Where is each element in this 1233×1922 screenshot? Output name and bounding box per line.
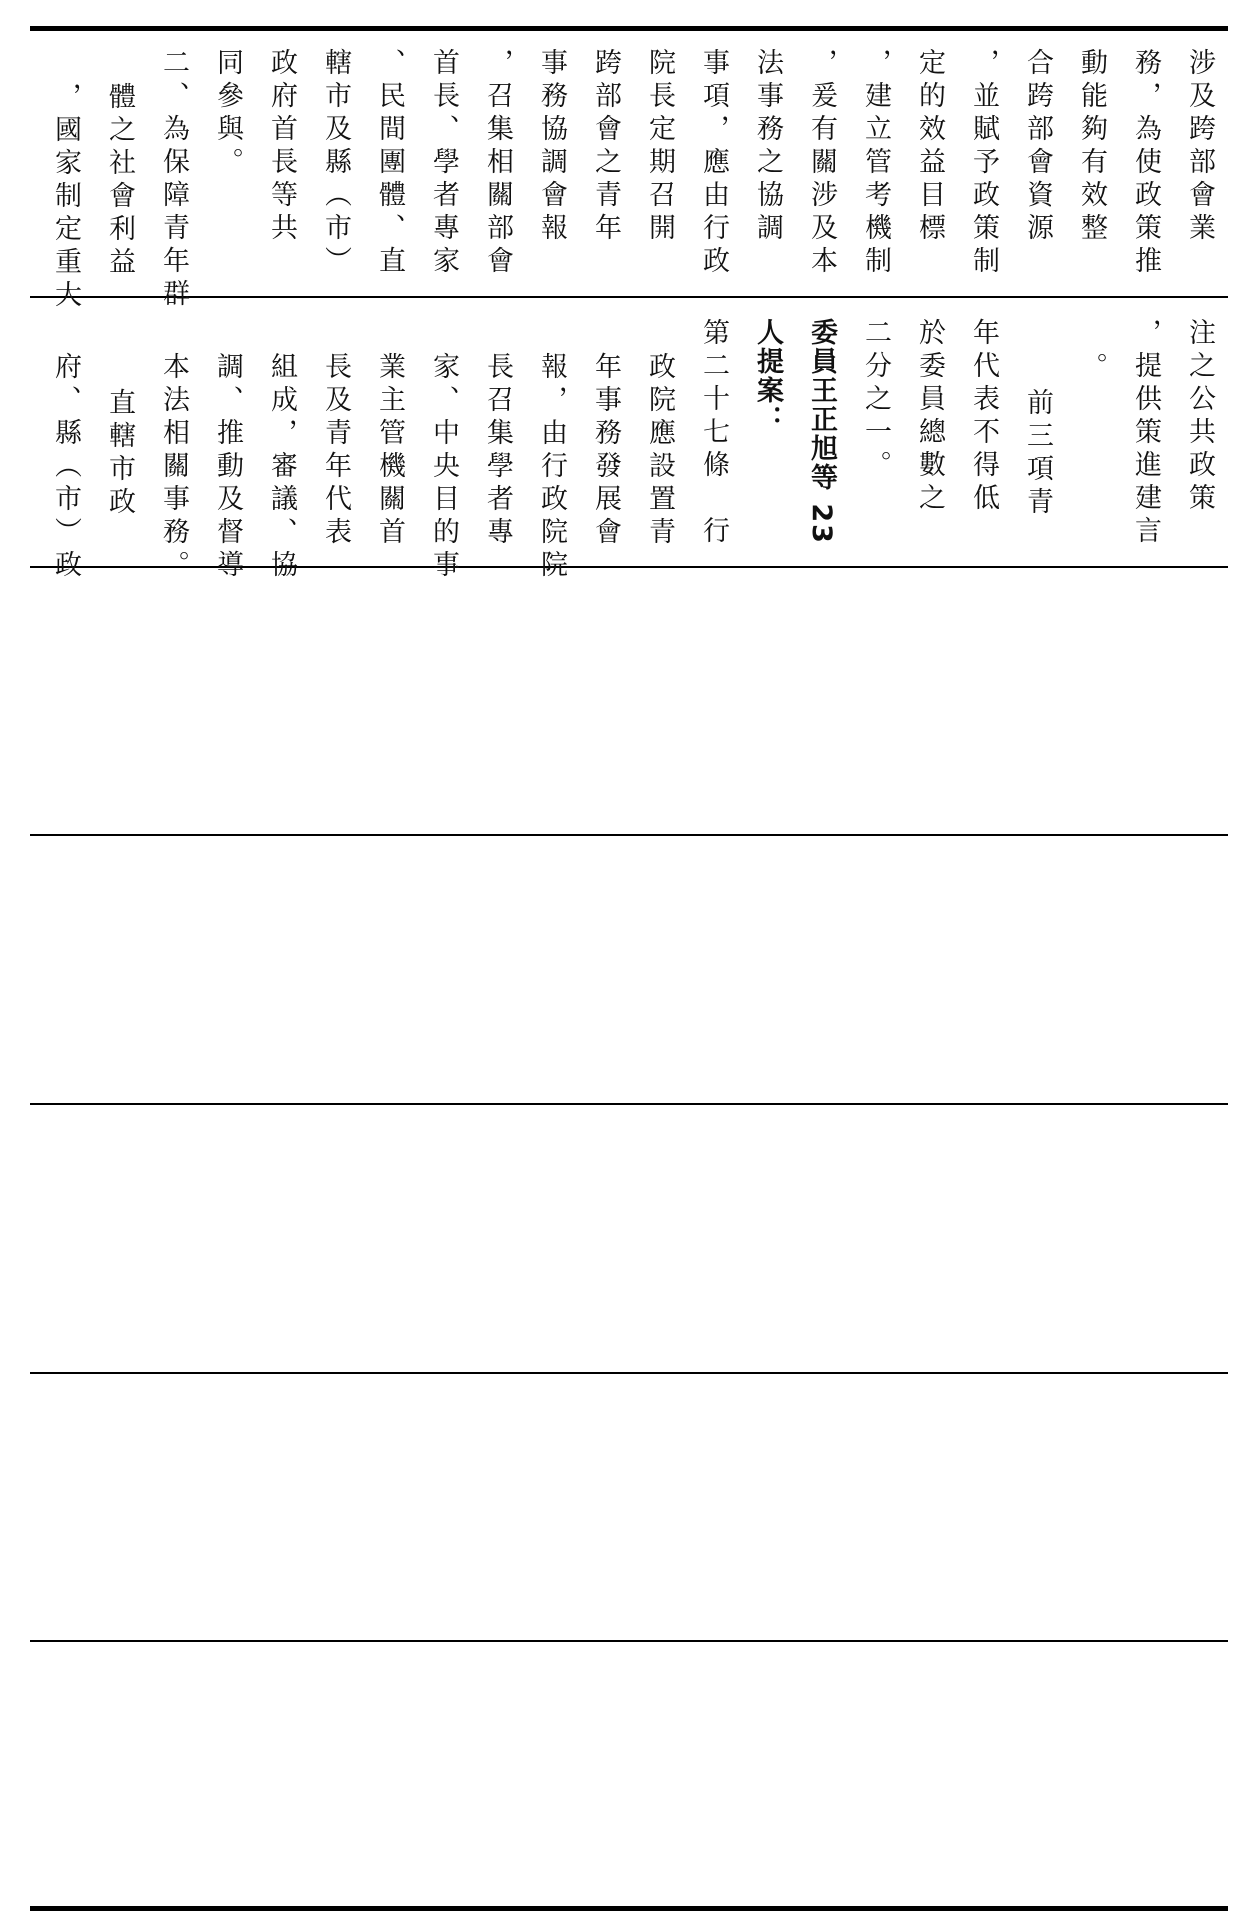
text-column: 長召集學者專 xyxy=(482,352,513,550)
empty-row xyxy=(30,1105,1228,1372)
text-column: 動能夠有效整 xyxy=(1076,48,1107,246)
text-column: 務，為使政策推 xyxy=(1130,48,1161,279)
text-column: 院長定期召開 xyxy=(644,48,675,246)
text-column: 首長、學者專家 xyxy=(428,48,459,279)
text-column: 業主管機關首 xyxy=(374,352,405,550)
text-column: 跨部會之青年 xyxy=(590,48,621,246)
proposer-heading: 人提案： xyxy=(752,318,783,434)
text-column: 長及青年代表 xyxy=(320,352,351,550)
text-column: ，並賦予政策制 xyxy=(968,48,999,279)
text-column: 家、中央目的事 xyxy=(428,352,459,583)
table-row-divider xyxy=(30,296,1228,298)
text-column: 事務協調會報 xyxy=(536,48,567,246)
text-column: 政院應設置青 xyxy=(644,352,675,550)
empty-row xyxy=(30,568,1228,834)
text-column: 調、推動及督導 xyxy=(212,352,243,583)
empty-row xyxy=(30,1374,1228,1640)
text-column: 涉及跨部會業 xyxy=(1184,48,1215,246)
text-column: 年代表不得低 xyxy=(968,318,999,516)
text-column: 政府首長等共 xyxy=(266,48,297,246)
text-column: 合跨部會資源 xyxy=(1022,48,1053,246)
text-column: 法事務之協調 xyxy=(752,48,783,246)
text-column: 年事務發展會 xyxy=(590,352,621,550)
text-column: 事項，應由行政 xyxy=(698,48,729,279)
text-column: ，爰有關涉及本 xyxy=(806,48,837,279)
text-column: 於委員總數之 xyxy=(914,318,945,516)
text-column: ，建立管考機制 xyxy=(860,48,891,279)
text-column: 體之社會利益 xyxy=(104,82,135,280)
empty-row xyxy=(30,1642,1228,1906)
table-bottom-rule xyxy=(30,1906,1228,1911)
text-column: ，提供策進建言 xyxy=(1130,318,1161,549)
text-column: 、民間團體、直 xyxy=(374,48,405,279)
text-column: ，召集相關部會 xyxy=(482,48,513,279)
text-column: 轄市及縣（市） xyxy=(320,48,351,279)
text-column: 同參與。 xyxy=(212,48,243,180)
text-column: 二分之一。 xyxy=(860,318,891,483)
text-column: 組成，審議、協 xyxy=(266,352,297,583)
text-column: 直轄市政 xyxy=(104,388,135,520)
proposer-heading: 委員王正旭等 23 xyxy=(806,318,837,545)
text-column: 第二十七條 行 xyxy=(698,318,729,549)
text-column: 二、為保障青年群 xyxy=(158,48,189,312)
table-top-rule xyxy=(30,26,1228,31)
text-column: 府、縣（市）政 xyxy=(50,352,81,583)
text-column: 。 xyxy=(1076,352,1107,385)
text-column: 注之公共政策 xyxy=(1184,318,1215,516)
text-column: 報，由行政院院 xyxy=(536,352,567,583)
text-column: 本法相關事務。 xyxy=(158,352,189,583)
text-column: ，國家制定重大 xyxy=(50,82,81,313)
empty-row xyxy=(30,836,1228,1103)
text-column: 定的效益目標 xyxy=(914,48,945,246)
text-column: 前三項青 xyxy=(1022,388,1053,520)
